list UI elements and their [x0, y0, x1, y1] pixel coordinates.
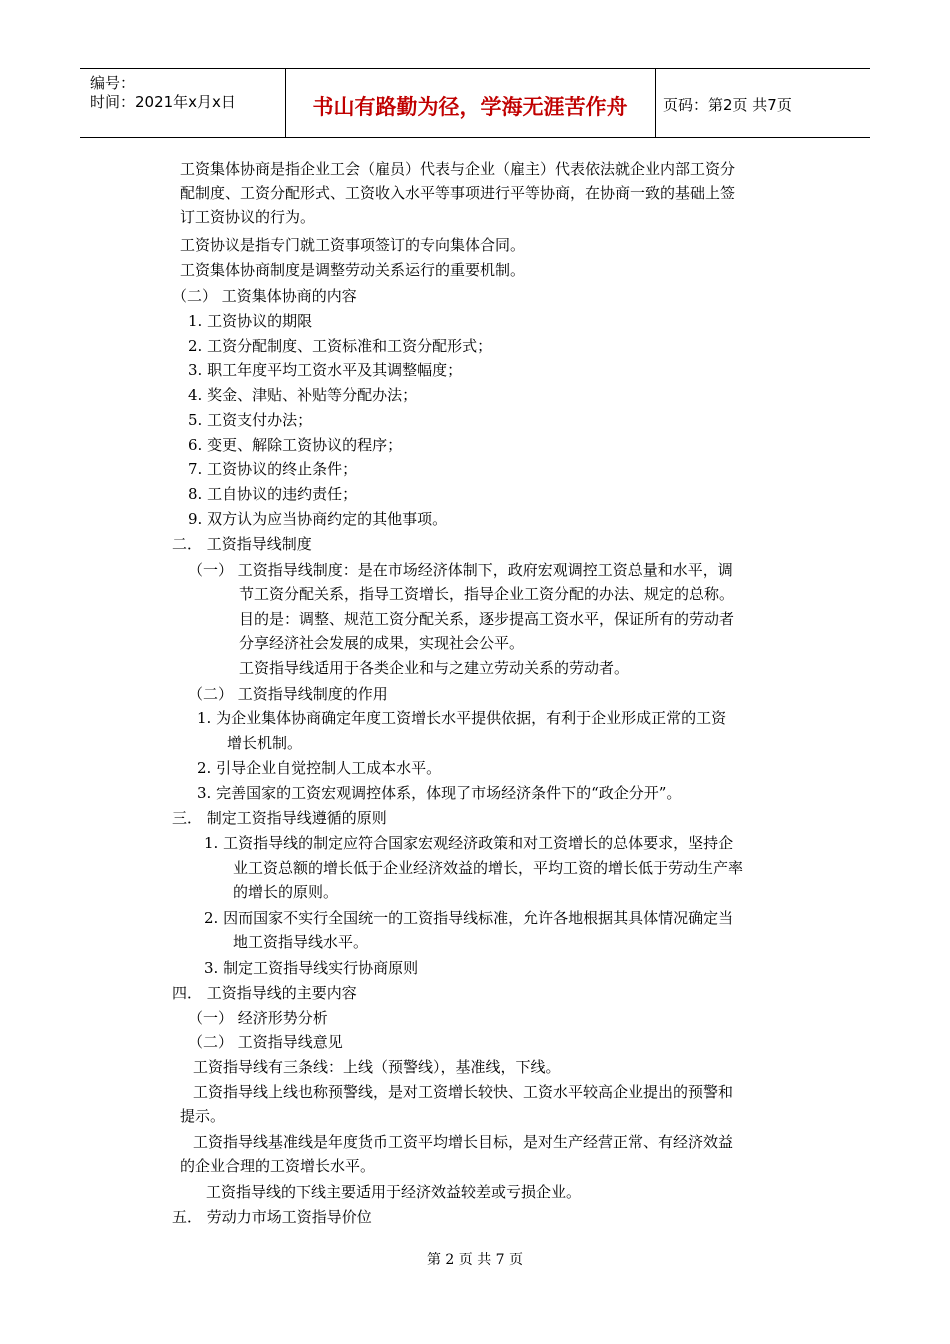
body-line: 目的是：调整、规范工资分配关系，逐步提高工资水平，保证所有的劳动者 [239, 610, 735, 628]
list-item: 8. 工自协议的违约责任； [188, 485, 358, 503]
section-heading: 四． 工资指导线的主要内容 [172, 984, 357, 1002]
body-line: 地工资指导线水平。 [233, 933, 369, 951]
section-heading: （二） 工资集体协商的内容 [172, 287, 357, 305]
list-item: 2. 工资分配制度、工资标准和工资分配形式； [188, 337, 493, 355]
section-heading: （二） 工资指导线意见 [188, 1033, 343, 1051]
section-heading: 五． 劳动力市场工资指导价位 [172, 1208, 372, 1226]
list-item: 1. 为企业集体协商确定年度工资增长水平提供依据，有利于企业形成正常的工资 [197, 709, 727, 727]
body-line: 业工资总额的增长低于企业经济效益的增长，平均工资的增长低于劳动生产率 [233, 859, 744, 877]
motto: 书山有路勤为径，学海无涯苦作舟 [312, 95, 628, 119]
body-line: 分享经济社会发展的成果，实现社会公平。 [239, 634, 525, 652]
body-line: 的企业合理的工资增长水平。 [180, 1157, 376, 1175]
body-line: 工资指导线适用于各类企业和与之建立劳动关系的劳动者。 [239, 659, 630, 677]
header-divider [655, 69, 656, 137]
body-line: 的增长的原则。 [233, 883, 339, 901]
body-line: 工资指导线上线也称预警线，是对工资增长较快、工资水平较高企业提出的预警和 [193, 1083, 734, 1101]
time-label: 时间：2021年x月x日 [90, 93, 236, 111]
page-number-label: 页码：第2页 共7页 [663, 96, 792, 114]
list-item: 4. 奖金、津贴、补贴等分配办法； [188, 386, 418, 404]
page-footer: 第 2 页 共 7 页 [426, 1252, 524, 1268]
section-heading: 三． 制定工资指导线遵循的原则 [172, 809, 387, 827]
body-line: 提示。 [180, 1107, 226, 1125]
body-line: 增长机制。 [227, 734, 303, 752]
list-item: 2. 引导企业自觉控制人工成本水平。 [197, 759, 442, 777]
body-line: （一） 工资指导线制度：是在市场经济体制下，政府宏观调控工资总量和水平，调 [188, 561, 733, 579]
list-item: 6. 变更、解除工资协议的程序； [188, 436, 403, 454]
list-item: 3. 制定工资指导线实行协商原则 [204, 959, 419, 977]
body-line: 工资指导线的下线主要适用于经济效益较差或亏损企业。 [206, 1183, 582, 1201]
body-line: 订工资协议的行为。 [180, 208, 316, 226]
section-heading: （一） 经济形势分析 [188, 1009, 328, 1027]
serial-label: 编号： [90, 74, 136, 92]
list-item: 9. 双方认为应当协商约定的其他事项。 [188, 510, 448, 528]
body-line: 节工资分配关系，指导工资增长，指导企业工资分配的办法、规定的总称。 [239, 585, 735, 603]
body-line: 工资指导线有三条线：上线（预警线），基准线，下线。 [193, 1058, 561, 1076]
body-line: 工资协议是指专门就工资事项签订的专向集体合同。 [180, 236, 526, 254]
list-item: 5. 工资支付办法； [188, 411, 313, 429]
page-header [80, 68, 870, 138]
list-item: 1. 工资指导线的制定应符合国家宏观经济政策和对工资增长的总体要求，坚持企 [204, 834, 734, 852]
list-item: 7. 工资协议的终止条件； [188, 460, 358, 478]
body-line: 工资集体协商制度是调整劳动关系运行的重要机制。 [180, 261, 526, 279]
body-line: 配制度、工资分配形式、工资收入水平等事项进行平等协商，在协商一致的基础上签 [180, 184, 736, 202]
section-heading: （二） 工资指导线制度的作用 [188, 685, 388, 703]
body-line: 工资集体协商是指企业工会（雇员）代表与企业（雇主）代表依法就企业内部工资分 [180, 160, 736, 178]
list-item: 1. 工资协议的期限 [188, 312, 313, 330]
section-heading: 二． 工资指导线制度 [172, 535, 312, 553]
list-item: 3. 职工年度平均工资水平及其调整幅度； [188, 361, 463, 379]
list-item: 2. 因而国家不实行全国统一的工资指导线标准，允许各地根据其具体情况确定当 [204, 909, 734, 927]
list-item: 3. 完善国家的工资宏观调控体系，体现了市场经济条件下的“政企分开”。 [197, 784, 682, 802]
body-line: 工资指导线基准线是年度货币工资平均增长目标，是对生产经营正常、有经济效益 [193, 1133, 734, 1151]
